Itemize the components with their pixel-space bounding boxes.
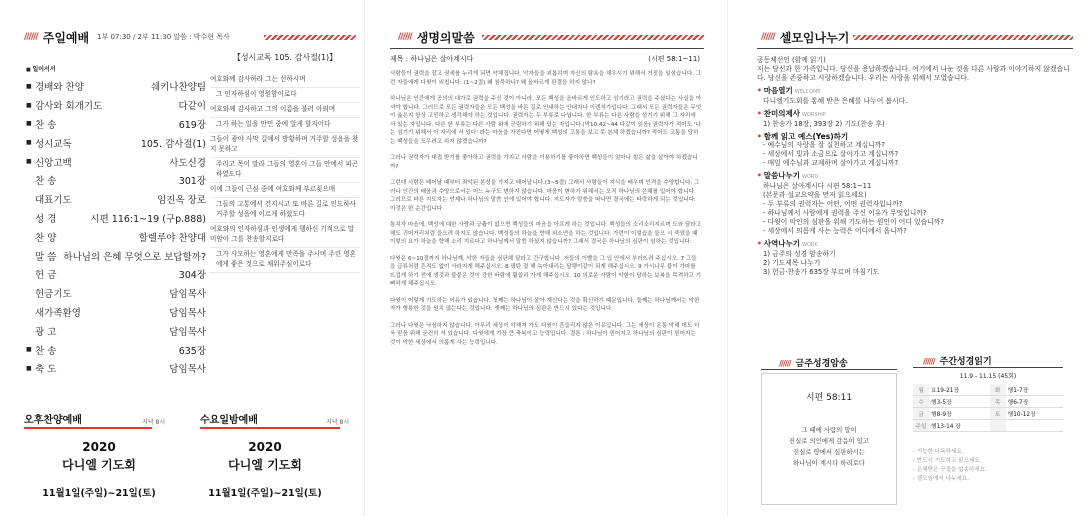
- evening-header: [24, 410, 82, 426]
- order-value: 635장: [178, 345, 206, 357]
- responsive-line: 그들의 고통에서 건지시고 또 바른 길로 인도하사 거주할 성읍에 이르게 하셨도다: [210, 198, 360, 223]
- weekly-reading: [913, 371, 1063, 484]
- sermon-paragraph: 사람들이 권력을 잡고 권세를 누리게 되면 악해집니다. 악자들을 괴롭히며 자신의 탐욕을 채우시기 위해서 거짓을 일삼습니다. 그런 자들에게 다윗이 외칩니다. (1~2절) 왜 침묵하나? 왜 올바르게 판결을 하지 않나?: [390, 71, 702, 86]
- order-item: [26, 190, 206, 209]
- bullet: •: [757, 132, 762, 141]
- cell-group-guide: [757, 56, 1075, 277]
- reading-table: [913, 384, 1063, 432]
- sermon-paragraph: 그런데 사람은 태어날 때부터 죄악된 본성을 가지고 태어납니다.(3~5절) 그래서 사람들이 지식을 배우며 인격을 수양합니다. 그러나 인간의 배움과 수양으로서는 어느 누구도 변하지 않습니다. 마음이 변하기 위해서는 오직 하나님의 은혜를 입어야 합니다. 그러므로 바른 지도자는 언제나 하나님의 말씀 안에 있어야 합니다. 지도자가 말씀을 떠나면 결국에는 타락하게 되는 것입니다. 이것은 한 순간입니다.: [390, 180, 700, 212]
- page-sermon: [364, 0, 727, 516]
- order-label: 새가족환영: [35, 307, 81, 319]
- reading-chapters: 행6-7장: [1006, 396, 1063, 408]
- reading-chapters: 행3-5장: [929, 396, 990, 408]
- reading-chapters: 요19-21장: [929, 384, 990, 396]
- event-year: 2020: [82, 440, 116, 454]
- section-label-en: WORSHIP: [802, 112, 826, 118]
- responsive-line: 그들이 광야 사막 길에서 방황하며 거주할 성읍을 찾지 못하고: [210, 133, 360, 158]
- section-label-en: WORD: [802, 174, 819, 180]
- order-label: 성시교독: [35, 138, 72, 150]
- sermon-paragraph: 다윗은 6~10절까지 하나님께, 악한 자들을 심판해 달라고 간구합니다. 저들의 이빨을 그 입 안에서 부러뜨려 주십시오. 7 그들을 급류처럼 흔적도 없이 사라지게 해주십시오. 8 평탄 절 해 녹아내리는 달팽이같이 되게 해주십시오. 9 가시나무 불이 가마를 뜨겁게 하기 전에 생것과 불붙은 것이 강한 바람에 휩쓸리 가게 해주십시오. 10 의로운 사람이 악한이 당하는 보복을 목격하고 기뻐하게 해주십시오.: [390, 255, 702, 287]
- order-label: 성 경: [35, 213, 57, 225]
- wed-rule: [200, 427, 340, 429]
- order-value: 105. 감사절(1): [140, 138, 206, 150]
- evening-rule: [24, 427, 152, 429]
- order-item: [26, 209, 206, 228]
- section-label-en: WELCOME: [794, 89, 821, 95]
- sermon-body: [390, 70, 702, 355]
- guide-line: 1) 금주의 성경 암송하기: [763, 250, 836, 258]
- evening-title: 오후찬양예배: [24, 414, 82, 426]
- order-label: 축 도: [35, 364, 57, 376]
- slash-decoration: //////: [761, 32, 775, 42]
- reading-chapters: [1006, 420, 1063, 432]
- reading-day: 화: [990, 384, 1006, 396]
- divider: [913, 367, 1063, 368]
- order-value: 619장: [178, 119, 206, 131]
- reading-note: - 반드시 기도하고 읽으세요.: [913, 458, 982, 464]
- header-rule: [482, 35, 704, 40]
- worship-title: 주일예배: [42, 30, 90, 45]
- guide-line: (본문과 설교요약을 먼저 읽으세요): [763, 191, 867, 199]
- bullet: ■: [26, 364, 32, 372]
- bullet: ■: [26, 82, 32, 90]
- order-label: 찬 송: [35, 176, 57, 188]
- verse-reference: 시편 58:11: [805, 393, 853, 403]
- sermon-reference: (시편 58:1~11): [648, 55, 700, 63]
- guide-line: 다니엘기도회를 통해 받은 은혜를 나누어 봅시다.: [763, 97, 908, 105]
- order-item: [26, 265, 206, 284]
- order-item: [26, 77, 206, 96]
- order-item: [26, 115, 206, 134]
- guide-line: - 매일 예수님과 교제하며 살아가고 계십니까?: [763, 159, 899, 167]
- evening-note: 저녁 8시: [142, 419, 166, 426]
- reading-note: - 기능한 다독하세요.: [913, 449, 964, 455]
- section-label: 찬미의제사: [763, 109, 801, 118]
- sermon-paragraph: 그러나 권력자가 대접 받기를 좋아하고 권력을 가지고 사람을 이용하기를 좋아하면 백성들이 얼마나 힘든 삶을 살아야 하겠습니까?: [390, 155, 698, 170]
- order-label: 신앙고백: [35, 157, 72, 169]
- order-label: 말 씀: [35, 251, 57, 263]
- order-label: 감사와 회개기도: [35, 101, 103, 113]
- reading-chapters: 행10-12장: [1006, 408, 1063, 420]
- sermon-paragraph: 하나님은 인간에게 공의의 대가로 권력을 주신 것이 아니라, 모든 백성을 올바르게 인도하고 섬기라고 권력을 주셨다는 사실을 아셔야 합니다. 그러므로 모든 권력자들은 모든 백성을 바른 길로 인내하는 안내자나 이렌처가입니다. 그래서 모든 권력자들은 무엇이 옳은지 항상 고민하고 생각해야 하는 것입니다. 권력자는 두 부류로 나뉩니다. 한 부류는 다른 사람을 섬기기 위해 그 자리에 서 있는 자입니다. 다른 한 부류는 다른 사람 위에 군림하기 위해 있는 자입니다.(막10:42~44 다같이 읽음) 권력자가 적어도 '나는 섬기기 위해서 이 자리에 서 있다' 라는 마음을 가진다면 어떻게 백성의 고통을 보고 못 본체 하겠습니까? 적어도 고통을 당하는 백성들을 도우려고 하지 않겠습니까?: [390, 96, 702, 145]
- responsive-line: 이에 그들이 근심 중에 여호와께 부르짖으매: [210, 183, 360, 198]
- bullet: •: [757, 171, 762, 180]
- bullet: ■: [26, 120, 32, 128]
- responsive-line: 주리고 목이 말라 그들의 영혼이 그들 안에서 피곤하였도다: [210, 158, 360, 183]
- order-head: ■ 일어서서: [26, 66, 56, 73]
- reading-day: [990, 420, 1006, 432]
- guide-line: - 세상에서 빛과 소금으로 살아가고 계십니까?: [763, 150, 899, 158]
- order-value: 다같이: [178, 101, 206, 113]
- responsive-line: 여호와의 인자하심과 인생에게 행하신 기적으로 말미암아 그를 찬송할지로다: [210, 223, 360, 248]
- reading-day: 주일: [913, 420, 929, 432]
- order-item: [26, 321, 206, 340]
- order-label: 헌 금: [35, 270, 57, 282]
- guide-section-head: [757, 132, 1075, 141]
- order-of-service: [26, 64, 206, 378]
- order-item: [26, 227, 206, 246]
- guide-line: - 예수님의 사랑을 잘 실천하고 계십니까?: [763, 141, 885, 149]
- responsive-line: 그가 사모하는 영혼에게 만족을 주시며 주린 영혼에게 좋은 것으로 채워주심이로다: [210, 248, 360, 273]
- intro-text: 저는 당신과 한 가족입니다. 당신을 용납하겠습니다. 여기에서 나눈 것을 다른 사람과 이야기하지 않겠습니다. 당신을 존중하고 사랑하겠습니다. 우리는 사랑을 위해서 모였습니다.: [757, 65, 1070, 82]
- sermon-section-title: 생명의말씀: [416, 30, 475, 45]
- event-wednesday: [190, 440, 340, 499]
- bullet: •: [757, 109, 762, 118]
- verse-text: [762, 425, 896, 469]
- order-label: 찬 송: [35, 345, 57, 357]
- reading-row: [913, 408, 1063, 420]
- order-value: 할렐루야 찬양대: [138, 232, 206, 244]
- event-name: 다니엘 기도회: [228, 458, 302, 472]
- verse-line: 그 때에 사람의 말이: [801, 426, 857, 434]
- guide-section-head: [757, 171, 1075, 182]
- order-value: 사도신경: [169, 157, 206, 169]
- bullet: ■: [26, 139, 32, 147]
- guide-line: 3) 헌금·찬송가 635장 부르며 마침기도: [763, 268, 880, 276]
- responsive-line: 여호와께 감사하라 그는 선하시며: [210, 73, 360, 88]
- order-item: [26, 246, 206, 265]
- reading-row: [913, 384, 1063, 396]
- order-label: 헌금기도: [35, 289, 72, 301]
- responsive-line: 그가 하는 일을 만민 중에 알게 할지어다: [210, 118, 360, 133]
- order-value: 담임목사: [169, 289, 206, 301]
- section-label: 마음열기: [763, 86, 793, 95]
- guide-line: - 하나님께서 사람에게 권력을 주신 이유가 무엇입니까?: [763, 209, 927, 217]
- reading-day: 월: [913, 384, 929, 396]
- verse-line: 진실로 의인에게 갚음이 있고: [788, 437, 870, 445]
- wed-note: 저녁 8시: [326, 419, 350, 426]
- reading-note: - 셀모임에서 나누세요.: [913, 476, 969, 482]
- order-item: [26, 152, 206, 171]
- guide-line: 2) 기도제목 나누기: [763, 259, 821, 267]
- responsive-reading: [210, 52, 360, 273]
- order-value: 시편 116:1~19 (구p.888): [90, 213, 206, 225]
- cell-header: [761, 26, 849, 48]
- reading-day: 금: [913, 408, 929, 420]
- wed-title: 수요일밤예배: [200, 414, 258, 426]
- header-rule: [264, 35, 356, 40]
- page-cell-group: [727, 0, 1091, 516]
- order-value: 임진옥 장로: [157, 195, 206, 207]
- event-date: 11월1일(주일)~21일(토): [42, 488, 156, 499]
- order-item: [26, 171, 206, 190]
- order-item: [26, 96, 206, 115]
- divider: [390, 48, 704, 49]
- order-label: 대표기도: [35, 195, 72, 207]
- bullet: ■: [26, 158, 32, 166]
- sermon-info: [390, 54, 700, 64]
- order-label: 광 고: [35, 326, 57, 338]
- sermon-paragraph: 다윗이 이렇게 기도하는 이유가 있습니다. 첫째는 하나님이 살아 계신다는 것을 확신하기 때문입니다. 둘째는 하나님께서는 악한자가 형통한 것을 원치 않는다는 것입니다. 셋째는 하나님의 심판은 반드시 있다는 것입니다.: [390, 297, 700, 312]
- guide-section-head: [757, 109, 1075, 120]
- order-label: 경배와 찬양: [35, 82, 84, 94]
- section-label: 말씀나누기: [763, 171, 801, 180]
- cell-title: 셀모임나누기: [779, 30, 850, 45]
- guide-line: 1) 찬송가 18장, 393장 2) 기도(찬송 후): [763, 120, 885, 128]
- order-item: [26, 284, 206, 303]
- order-value: 담임목사: [169, 364, 206, 376]
- memory-verse-box: [761, 373, 897, 505]
- order-value: 담임목사: [169, 326, 206, 338]
- guide-section-head: [757, 86, 1075, 97]
- reading-note: - 은혜받은 구절을 암송하세요.: [913, 467, 987, 473]
- sermon-paragraph: 그러나 다윗은 낙심하지 않습니다. 아무리 세상이 악해져 가도 다윗이 흔들리지 않은 이유입니다. 그는 세상이 온통 악해 데도 더욱 믿음 위해 굳건히 서 있습니다. 다윗에게 가장 큰 축복이고 능력입니다. 결론 : 하나님이 믿어지고 하나님의 심판이 믿어지는 것이 악한 세상에서 의롭게 사는 능력입니다.: [390, 322, 700, 346]
- verse-line: 하나님이 계시다 하리로다: [793, 459, 865, 467]
- divider: [761, 369, 897, 370]
- section-label: 사역나누기: [763, 239, 801, 248]
- verse-title: ////// 금주성경암송: [779, 359, 848, 369]
- guide-line: - 다윗이 악인의 심판을 위해 기도하는 원인이 어디 있습니까?: [763, 218, 944, 226]
- order-item: [26, 340, 206, 359]
- responsive-reading-title: 【성시교독 105. 감사절(1)】: [232, 53, 338, 62]
- event-date: 11월1일(주일)~21일(토): [208, 488, 322, 499]
- section-label: 함께 읽고 예스(Yes)하기: [763, 132, 849, 141]
- sermon-title: 제목 : 하나님은 살아계시다: [390, 55, 474, 63]
- guide-line: - 세상에서 의롭게 사는 능력은 어디에서 옵니까?: [763, 227, 907, 235]
- bullet: ■: [26, 101, 32, 109]
- worship-header: [24, 26, 230, 48]
- guide-line: 하나님은 살아계시다 시편 58:1~11: [763, 182, 872, 190]
- order-item: [26, 303, 206, 322]
- event-year: 2020: [248, 440, 282, 454]
- order-item: [26, 133, 206, 152]
- order-value: 304장: [178, 270, 206, 282]
- section-label-en: WORK: [802, 242, 818, 248]
- slash-decoration: //////: [24, 32, 38, 42]
- order-value: 하나님의 은혜 무엇으로 보답할까?: [63, 251, 206, 263]
- order-value: 쉐키나찬양팀: [150, 82, 206, 94]
- reading-title: ////// 주간성경읽기: [923, 357, 992, 367]
- intro-text: 공동체선언 (함께 읽기): [757, 56, 826, 64]
- header-rule: [853, 35, 1073, 40]
- reading-day: 수: [913, 396, 929, 408]
- order-value: 담임목사: [169, 307, 206, 319]
- bullet: ■: [26, 346, 32, 354]
- divider: [757, 48, 1073, 49]
- event-name: 다니엘 기도회: [62, 458, 136, 472]
- reading-chapters: 행1-7장: [1006, 384, 1063, 396]
- verse-line: 진실로 땅에서 심판하시는: [793, 448, 865, 456]
- responsive-line: 여호와께 감사하고 그의 이름을 불러 아뢰며: [210, 103, 360, 118]
- worship-subtitle: 1부 07:30 / 2부 11:30 말씀 : 박수현 목사: [97, 33, 230, 41]
- slash-decoration: //////: [398, 32, 412, 42]
- order-label: 찬 양: [35, 232, 57, 244]
- sermon-header: [398, 26, 475, 48]
- reading-day: 목: [990, 396, 1006, 408]
- page-worship: [0, 0, 364, 516]
- reading-row: [913, 420, 1063, 432]
- bullet: •: [757, 86, 762, 95]
- order-label: 찬 송: [35, 119, 57, 131]
- reading-row: [913, 396, 1063, 408]
- guide-line: - 두 부류의 권력자는 어떤, 어떤 권력자입니까?: [763, 200, 903, 208]
- order-item: [26, 359, 206, 378]
- reading-notes: [913, 448, 1063, 484]
- sermon-paragraph: 통치자 마음에, 백성에 대한 사랑과 긍휼이 없으면 백성들의 마음을 아프게 하는 것입니다. 백성들의 소리소리지르며 도와 달라고 해도 귀머거리처럼 들으려 하지도 않습니다. 백성들의 하늘을 향해 외소연을 하는 것입니다. 가련이 이렇습을 들으 시 죽였을 때 이렇의 요가 하늘을 향해 소리 지르다고 하나님께서 말씀 하셨지 않습니까? 그래서 결국은 하나님의 심판이 임하는 것입니다.: [390, 222, 702, 245]
- wed-header: [200, 410, 258, 426]
- order-value: 301장: [178, 176, 206, 188]
- reading-chapters: 행13-14 장: [929, 420, 990, 432]
- event-evening: [24, 440, 174, 499]
- responsive-line: 그 인자하심이 영원함이로다: [210, 88, 360, 103]
- bullet: •: [757, 239, 762, 248]
- reading-chapters: 행8-9장: [929, 408, 990, 420]
- reading-day: 토: [990, 408, 1006, 420]
- guide-section-head: [757, 239, 1075, 250]
- reading-dates: 11.9 - 11.15 (45회): [959, 373, 1017, 380]
